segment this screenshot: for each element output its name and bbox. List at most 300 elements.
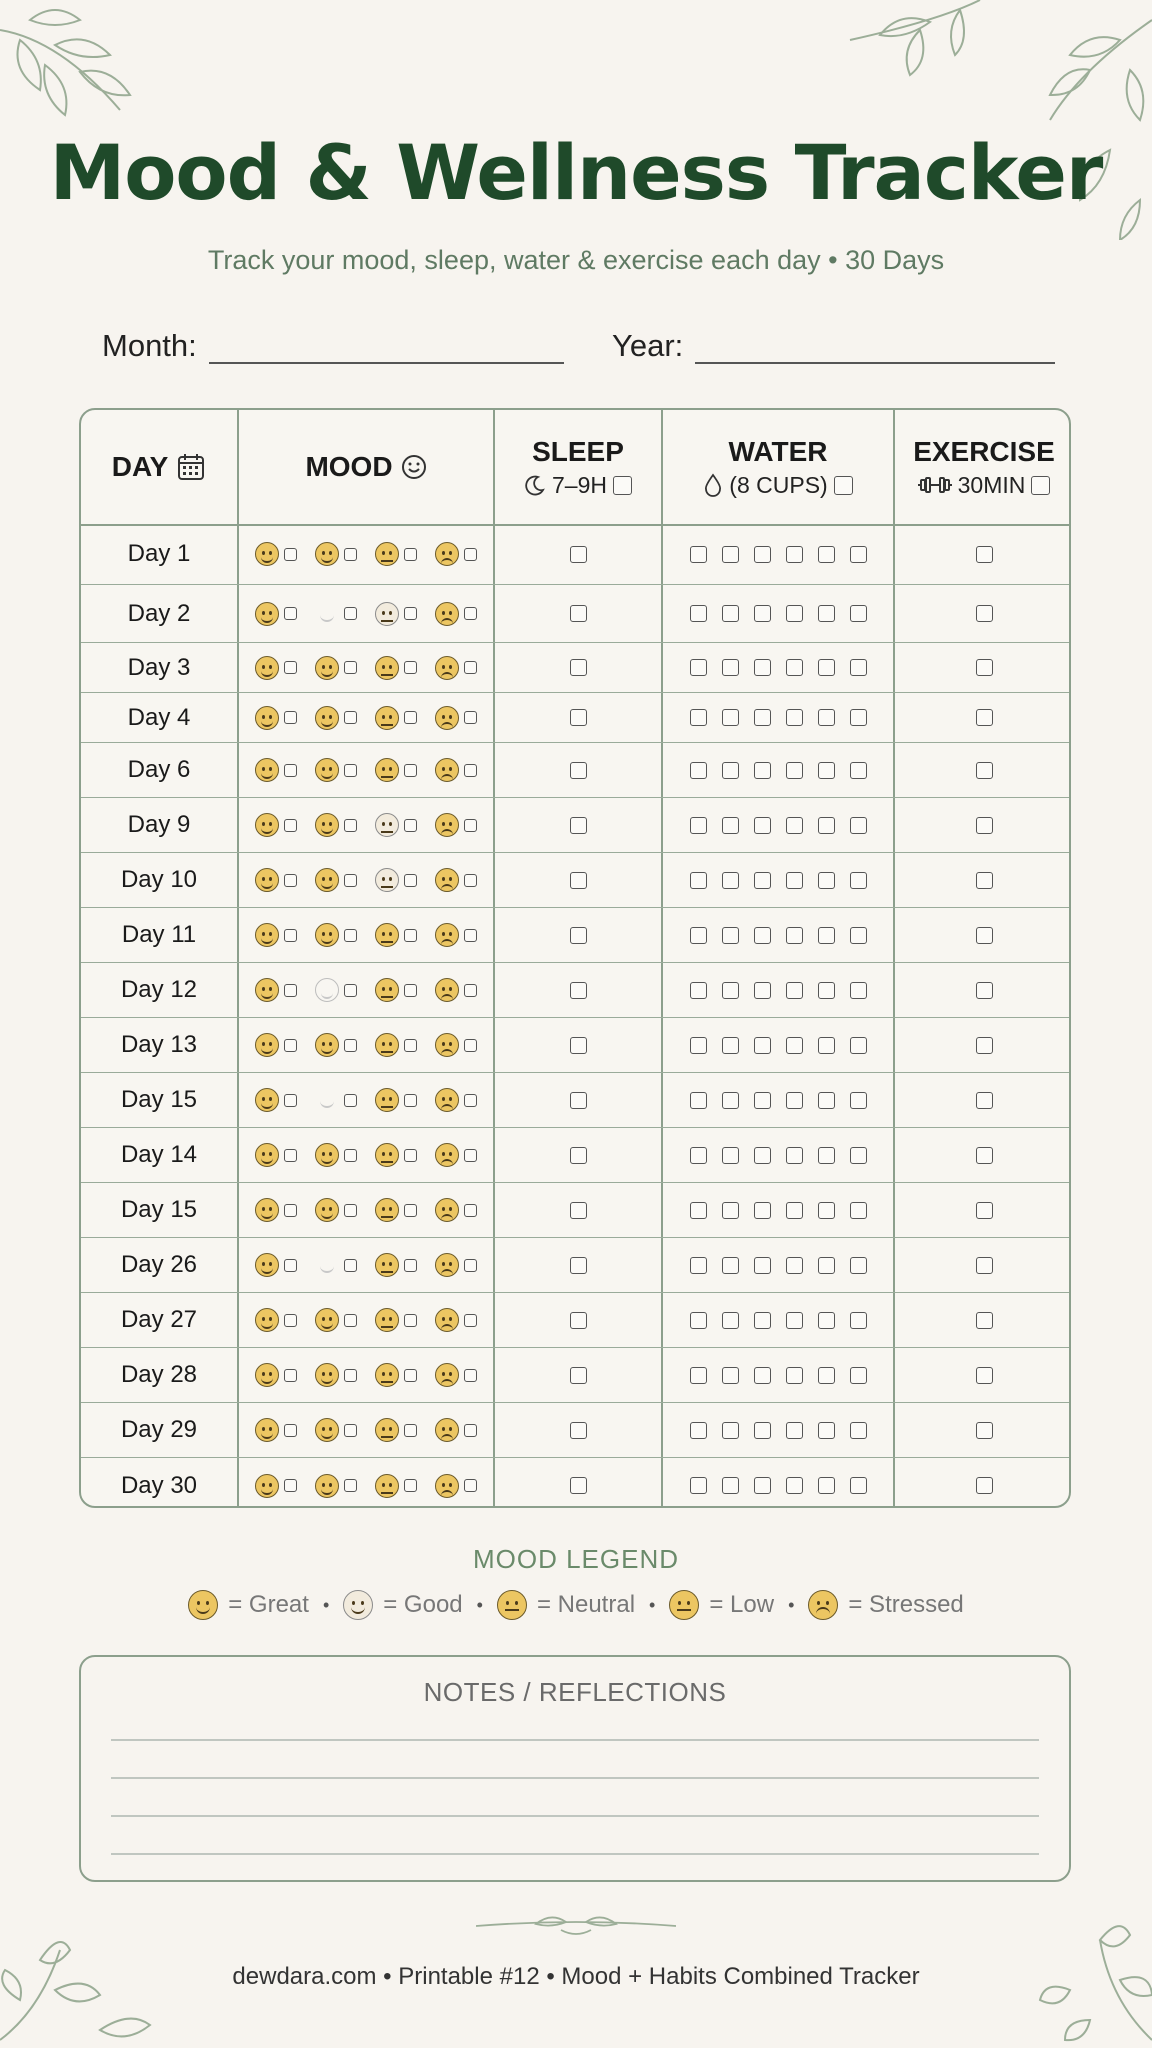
water-cup-checkbox[interactable]	[850, 1367, 867, 1384]
mood-checkbox[interactable]	[344, 1314, 357, 1327]
mood-checkbox[interactable]	[344, 1259, 357, 1272]
water-cup-checkbox[interactable]	[722, 1257, 739, 1274]
mood-checkbox[interactable]	[464, 1369, 477, 1382]
water-cup-checkbox[interactable]	[754, 762, 771, 779]
exercise-checkbox[interactable]	[976, 927, 993, 944]
mood-checkbox[interactable]	[344, 874, 357, 887]
mood-checkbox[interactable]	[404, 984, 417, 997]
water-cup-checkbox[interactable]	[818, 982, 835, 999]
water-cup-checkbox[interactable]	[754, 709, 771, 726]
water-cup-checkbox[interactable]	[786, 1477, 803, 1494]
notes-line[interactable]	[111, 1777, 1039, 1779]
mood-checkbox[interactable]	[404, 607, 417, 620]
water-cup-checkbox[interactable]	[690, 1037, 707, 1054]
mood-checkbox[interactable]	[344, 661, 357, 674]
water-cup-checkbox[interactable]	[818, 817, 835, 834]
water-cup-checkbox[interactable]	[850, 1477, 867, 1494]
table-row	[81, 693, 1069, 743]
water-cup-checkbox[interactable]	[850, 546, 867, 563]
mood-checkbox[interactable]	[344, 1369, 357, 1382]
water-cup-checkbox[interactable]	[786, 1257, 803, 1274]
sleep-checkbox[interactable]	[570, 1477, 587, 1494]
table-row	[81, 524, 1069, 585]
legend-item	[343, 1590, 462, 1620]
mood-checkbox[interactable]	[344, 819, 357, 832]
water-cup-checkbox[interactable]	[722, 762, 739, 779]
mood-checkbox[interactable]	[344, 984, 357, 997]
water-cup-checkbox[interactable]	[786, 817, 803, 834]
neutral-face-icon	[375, 656, 399, 680]
water-cup-checkbox[interactable]	[786, 1422, 803, 1439]
water-cup-checkbox[interactable]	[690, 762, 707, 779]
water-cup-checkbox[interactable]	[722, 1092, 739, 1109]
great-face-icon	[255, 1088, 279, 1112]
water-cup-checkbox[interactable]	[818, 709, 835, 726]
mood-checkbox[interactable]	[284, 1094, 297, 1107]
water-cup-checkbox[interactable]	[722, 927, 739, 944]
water-cup-checkbox[interactable]	[690, 1477, 707, 1494]
sleep-cell	[495, 1073, 661, 1127]
water-header-checkbox[interactable]	[834, 476, 853, 495]
water-cup-checkbox[interactable]	[754, 982, 771, 999]
table-row	[81, 1403, 1069, 1458]
water-cup-checkbox[interactable]	[850, 762, 867, 779]
water-cup-checkbox[interactable]	[818, 659, 835, 676]
sleep-cell	[495, 1238, 661, 1292]
mood-checkbox[interactable]	[404, 1094, 417, 1107]
water-cup-checkbox[interactable]	[690, 1147, 707, 1164]
water-cup-checkbox[interactable]	[690, 1367, 707, 1384]
exercise-checkbox[interactable]	[976, 1092, 993, 1109]
table-row	[81, 1238, 1069, 1293]
water-cup-checkbox[interactable]	[786, 659, 803, 676]
water-cell	[663, 1128, 893, 1182]
mood-checkbox[interactable]	[284, 548, 297, 561]
mood-checkbox[interactable]	[404, 711, 417, 724]
water-cup-checkbox[interactable]	[690, 1312, 707, 1329]
footer: dewdara.com • Printable #12 • Mood + Habits Combined Tracker	[232, 1963, 920, 1990]
mood-checkbox[interactable]	[284, 607, 297, 620]
stressed-face-icon	[435, 656, 459, 680]
sleep-cell	[495, 908, 661, 962]
mood-checkbox[interactable]	[344, 1149, 357, 1162]
water-cup-checkbox[interactable]	[722, 659, 739, 676]
water-cup-checkbox[interactable]	[850, 659, 867, 676]
mood-checkbox[interactable]	[464, 1094, 477, 1107]
water-cup-checkbox[interactable]	[722, 982, 739, 999]
legend-separator: •	[476, 1594, 483, 1615]
water-cup-checkbox[interactable]	[818, 1037, 835, 1054]
sleep-checkbox[interactable]	[570, 1312, 587, 1329]
stressed-face-icon	[435, 1143, 459, 1167]
mood-checkbox[interactable]	[284, 661, 297, 674]
mood-checkbox[interactable]	[284, 1369, 297, 1382]
mood-checkbox[interactable]	[464, 1204, 477, 1217]
water-cup-checkbox[interactable]	[786, 1147, 803, 1164]
mood-checkbox[interactable]	[284, 819, 297, 832]
year-input-line[interactable]	[695, 332, 1055, 364]
sleep-cell	[495, 743, 661, 797]
sleep-cell	[495, 1018, 661, 1072]
sleep-cell	[495, 1183, 661, 1237]
water-cup-checkbox[interactable]	[754, 1477, 771, 1494]
water-cell	[663, 963, 893, 1017]
water-cup-checkbox[interactable]	[850, 1312, 867, 1329]
mood-checkbox[interactable]	[284, 1259, 297, 1272]
mood-checkbox[interactable]	[284, 1424, 297, 1437]
exercise-checkbox[interactable]	[976, 605, 993, 622]
water-cup-checkbox[interactable]	[786, 982, 803, 999]
mood-checkbox[interactable]	[344, 548, 357, 561]
day-label: Day 29	[120, 1416, 198, 1443]
water-cup-checkbox[interactable]	[786, 1092, 803, 1109]
exercise-checkbox[interactable]	[976, 1312, 993, 1329]
exercise-checkbox[interactable]	[976, 709, 993, 726]
notes-line[interactable]	[111, 1739, 1039, 1741]
water-cup-checkbox[interactable]	[690, 659, 707, 676]
water-cup-checkbox[interactable]	[690, 605, 707, 622]
mood-checkbox[interactable]	[404, 1039, 417, 1052]
table-row	[81, 585, 1069, 643]
water-cup-checkbox[interactable]	[850, 1037, 867, 1054]
notes-box[interactable]	[79, 1655, 1071, 1882]
sleep-checkbox[interactable]	[570, 1202, 587, 1219]
good-face-icon	[315, 1198, 339, 1222]
water-cup-checkbox[interactable]	[818, 872, 835, 889]
mood-checkbox[interactable]	[404, 764, 417, 777]
sleep-cell	[495, 524, 661, 584]
month-field[interactable]	[102, 328, 564, 364]
sleep-checkbox[interactable]	[570, 762, 587, 779]
exercise-checkbox[interactable]	[976, 1477, 993, 1494]
water-cup-checkbox[interactable]	[818, 1257, 835, 1274]
exercise-cell	[895, 585, 1071, 642]
sleep-checkbox[interactable]	[570, 817, 587, 834]
mood-checkbox[interactable]	[284, 929, 297, 942]
neutral-face-icon	[375, 542, 399, 566]
exercise-cell	[895, 643, 1071, 692]
stressed-face-icon	[435, 923, 459, 947]
water-cup-checkbox[interactable]	[818, 546, 835, 563]
exercise-checkbox[interactable]	[976, 817, 993, 834]
mood-checkbox[interactable]	[464, 1149, 477, 1162]
table-row	[81, 1293, 1069, 1348]
water-cup-checkbox[interactable]	[850, 817, 867, 834]
exercise-checkbox[interactable]	[976, 762, 993, 779]
water-cup-checkbox[interactable]	[722, 546, 739, 563]
water-cup-checkbox[interactable]	[818, 927, 835, 944]
water-cup-checkbox[interactable]	[754, 817, 771, 834]
leaf-decoration-top-left-icon	[0, 0, 170, 140]
mood-checkbox[interactable]	[464, 1039, 477, 1052]
water-cup-checkbox[interactable]	[722, 1147, 739, 1164]
sleep-checkbox[interactable]	[570, 605, 587, 622]
water-cup-checkbox[interactable]	[786, 762, 803, 779]
exercise-checkbox[interactable]	[976, 1202, 993, 1219]
mood-checkbox[interactable]	[404, 1369, 417, 1382]
exercise-header-checkbox[interactable]	[1031, 476, 1050, 495]
water-cup-checkbox[interactable]	[850, 982, 867, 999]
water-cup-checkbox[interactable]	[754, 927, 771, 944]
mood-checkbox[interactable]	[404, 1479, 417, 1492]
water-cup-checkbox[interactable]	[786, 1312, 803, 1329]
water-cup-checkbox[interactable]	[786, 1037, 803, 1054]
neutral-face-icon	[375, 978, 399, 1002]
water-cup-checkbox[interactable]	[754, 1257, 771, 1274]
mood-cell	[239, 1183, 493, 1237]
mood-checkbox[interactable]	[464, 874, 477, 887]
water-cell	[663, 1403, 893, 1457]
stressed-face-icon	[435, 706, 459, 730]
exercise-checkbox[interactable]	[976, 872, 993, 889]
water-cup-checkbox[interactable]	[818, 1477, 835, 1494]
sleep-header-checkbox[interactable]	[613, 476, 632, 495]
stressed-face-icon	[435, 1474, 459, 1498]
water-cup-checkbox[interactable]	[850, 709, 867, 726]
water-cup-checkbox[interactable]	[786, 605, 803, 622]
day-label: Day 14	[120, 1141, 198, 1168]
water-cup-checkbox[interactable]	[786, 709, 803, 726]
water-cup-checkbox[interactable]	[754, 546, 771, 563]
month-input-line[interactable]	[209, 332, 564, 364]
mood-checkbox[interactable]	[464, 1479, 477, 1492]
water-cup-checkbox[interactable]	[818, 605, 835, 622]
water-cup-checkbox[interactable]	[722, 1037, 739, 1054]
water-cell	[663, 1073, 893, 1127]
water-cup-checkbox[interactable]	[690, 872, 707, 889]
mood-checkbox[interactable]	[284, 1039, 297, 1052]
water-cup-checkbox[interactable]	[786, 1202, 803, 1219]
sleep-checkbox[interactable]	[570, 1037, 587, 1054]
mood-checkbox[interactable]	[464, 984, 477, 997]
good-face-icon	[315, 1033, 339, 1057]
mood-checkbox[interactable]	[404, 874, 417, 887]
mood-checkbox[interactable]	[464, 607, 477, 620]
great-face-icon	[255, 656, 279, 680]
neutral-face-icon	[375, 1033, 399, 1057]
mood-checkbox[interactable]	[284, 874, 297, 887]
water-cup-checkbox[interactable]	[786, 872, 803, 889]
table-row	[81, 1073, 1069, 1128]
good-face-icon	[315, 1363, 339, 1387]
day-label: Day 9	[127, 811, 191, 838]
water-cell	[663, 693, 893, 742]
sleep-checkbox[interactable]	[570, 1092, 587, 1109]
mood-checkbox[interactable]	[344, 607, 357, 620]
water-cup-checkbox[interactable]	[818, 1202, 835, 1219]
mood-checkbox[interactable]	[284, 1479, 297, 1492]
water-cup-checkbox[interactable]	[722, 1367, 739, 1384]
water-cup-checkbox[interactable]	[690, 709, 707, 726]
water-cup-checkbox[interactable]	[850, 1202, 867, 1219]
exercise-checkbox[interactable]	[976, 546, 993, 563]
mood-checkbox[interactable]	[284, 711, 297, 724]
mood-cell	[239, 1238, 493, 1292]
water-cup-checkbox[interactable]	[690, 1092, 707, 1109]
water-cup-checkbox[interactable]	[818, 762, 835, 779]
water-cup-checkbox[interactable]	[754, 1202, 771, 1219]
sleep-checkbox[interactable]	[570, 709, 587, 726]
water-cup-checkbox[interactable]	[850, 1092, 867, 1109]
water-cup-checkbox[interactable]	[850, 1147, 867, 1164]
mood-checkbox[interactable]	[464, 764, 477, 777]
neutral-face-icon	[375, 1088, 399, 1112]
water-cup-checkbox[interactable]	[722, 709, 739, 726]
mood-checkbox[interactable]	[344, 764, 357, 777]
mood-checkbox[interactable]	[344, 929, 357, 942]
mood-checkbox[interactable]	[464, 661, 477, 674]
water-cup-checkbox[interactable]	[690, 817, 707, 834]
water-cup-checkbox[interactable]	[690, 1202, 707, 1219]
water-cup-checkbox[interactable]	[754, 1367, 771, 1384]
water-cup-checkbox[interactable]	[850, 927, 867, 944]
day-label: Day 1	[127, 540, 191, 567]
water-cup-checkbox[interactable]	[754, 659, 771, 676]
water-cup-checkbox[interactable]	[818, 1367, 835, 1384]
mood-checkbox[interactable]	[404, 1424, 417, 1437]
water-cup-checkbox[interactable]	[722, 1477, 739, 1494]
water-cup-checkbox[interactable]	[754, 605, 771, 622]
exercise-checkbox[interactable]	[976, 1367, 993, 1384]
sleep-checkbox[interactable]	[570, 1147, 587, 1164]
sleep-checkbox[interactable]	[570, 1367, 587, 1384]
water-cup-checkbox[interactable]	[818, 1422, 835, 1439]
mood-checkbox[interactable]	[344, 711, 357, 724]
mood-cell	[239, 524, 493, 584]
stressed-face-icon	[435, 1253, 459, 1277]
neutral-face-icon	[375, 1143, 399, 1167]
exercise-checkbox[interactable]	[976, 982, 993, 999]
mood-checkbox[interactable]	[284, 1314, 297, 1327]
good-face-icon	[315, 813, 339, 837]
water-cup-checkbox[interactable]	[690, 546, 707, 563]
exercise-checkbox[interactable]	[976, 1037, 993, 1054]
sleep-cell	[495, 693, 661, 742]
mood-checkbox[interactable]	[284, 1204, 297, 1217]
mood-checkbox[interactable]	[284, 1149, 297, 1162]
mood-checkbox[interactable]	[464, 548, 477, 561]
mood-checkbox[interactable]	[344, 1039, 357, 1052]
exercise-cell	[895, 1458, 1071, 1508]
sleep-cell	[495, 1403, 661, 1457]
mood-cell	[239, 1458, 493, 1508]
water-cup-checkbox[interactable]	[690, 1257, 707, 1274]
sleep-checkbox[interactable]	[570, 982, 587, 999]
legend-separator: •	[322, 1594, 330, 1615]
sleep-checkbox[interactable]	[570, 546, 587, 563]
exercise-checkbox[interactable]	[976, 659, 993, 676]
neutral-face-icon	[375, 1418, 399, 1442]
mood-checkbox[interactable]	[344, 1479, 357, 1492]
water-cup-checkbox[interactable]	[850, 1422, 867, 1439]
water-cup-checkbox[interactable]	[786, 1367, 803, 1384]
legend-item	[497, 1590, 635, 1620]
mood-checkbox[interactable]	[284, 984, 297, 997]
water-cup-checkbox[interactable]	[754, 1037, 771, 1054]
page-title: Mood & Wellness Tracker	[49, 128, 1103, 217]
mood-checkbox[interactable]	[464, 819, 477, 832]
water-cup-checkbox[interactable]	[722, 817, 739, 834]
legend-item	[808, 1590, 963, 1620]
water-cup-checkbox[interactable]	[754, 872, 771, 889]
water-cup-checkbox[interactable]	[850, 872, 867, 889]
mood-cell	[239, 963, 493, 1017]
water-cup-checkbox[interactable]	[722, 1202, 739, 1219]
water-cup-checkbox[interactable]	[690, 927, 707, 944]
mood-cell	[239, 693, 493, 742]
water-cup-checkbox[interactable]	[786, 927, 803, 944]
water-cup-checkbox[interactable]	[690, 982, 707, 999]
water-cell	[663, 743, 893, 797]
water-cup-checkbox[interactable]	[818, 1092, 835, 1109]
mood-checkbox[interactable]	[284, 764, 297, 777]
water-cup-checkbox[interactable]	[818, 1147, 835, 1164]
mood-checkbox[interactable]	[404, 819, 417, 832]
exercise-checkbox[interactable]	[976, 1257, 993, 1274]
mood-checkbox[interactable]	[404, 929, 417, 942]
water-cup-checkbox[interactable]	[754, 1092, 771, 1109]
mood-checkbox[interactable]	[404, 1149, 417, 1162]
notes-line[interactable]	[111, 1853, 1039, 1855]
water-cell	[663, 643, 893, 692]
water-cell	[663, 1348, 893, 1402]
day-label: Day 3	[127, 653, 191, 681]
water-cup-checkbox[interactable]	[754, 1312, 771, 1329]
water-cup-checkbox[interactable]	[754, 1147, 771, 1164]
water-cup-checkbox[interactable]	[850, 605, 867, 622]
mood-checkbox[interactable]	[464, 1259, 477, 1272]
sleep-checkbox[interactable]	[570, 1257, 587, 1274]
exercise-cell	[895, 1348, 1071, 1402]
mood-checkbox[interactable]	[404, 1259, 417, 1272]
mood-checkbox[interactable]	[464, 711, 477, 724]
water-cup-checkbox[interactable]	[690, 1422, 707, 1439]
mood-checkbox[interactable]	[464, 929, 477, 942]
legend-item	[188, 1590, 309, 1620]
stressed-face-icon	[435, 868, 459, 892]
water-cup-checkbox[interactable]	[818, 1312, 835, 1329]
mood-checkbox[interactable]	[404, 661, 417, 674]
mood-checkbox[interactable]	[464, 1314, 477, 1327]
day-label: Day 13	[120, 1031, 198, 1058]
water-cup-checkbox[interactable]	[722, 1422, 739, 1439]
water-cup-checkbox[interactable]	[754, 1422, 771, 1439]
exercise-checkbox[interactable]	[976, 1147, 993, 1164]
mood-checkbox[interactable]	[344, 1204, 357, 1217]
mood-checkbox[interactable]	[404, 1204, 417, 1217]
water-cup-checkbox[interactable]	[786, 546, 803, 563]
mood-checkbox[interactable]	[344, 1094, 357, 1107]
exercise-checkbox[interactable]	[976, 1422, 993, 1439]
sleep-checkbox[interactable]	[570, 927, 587, 944]
mood-legend	[0, 1590, 1152, 1620]
sleep-checkbox[interactable]	[570, 872, 587, 889]
mood-checkbox[interactable]	[404, 1314, 417, 1327]
water-cup-checkbox[interactable]	[850, 1257, 867, 1274]
mood-checkbox[interactable]	[464, 1424, 477, 1437]
year-field[interactable]	[612, 328, 1055, 364]
mood-checkbox[interactable]	[404, 548, 417, 561]
water-cup-checkbox[interactable]	[722, 1312, 739, 1329]
mood-checkbox[interactable]	[344, 1424, 357, 1437]
sleep-checkbox[interactable]	[570, 1422, 587, 1439]
water-cup-checkbox[interactable]	[722, 605, 739, 622]
notes-line[interactable]	[111, 1815, 1039, 1817]
sleep-cell	[495, 1348, 661, 1402]
sleep-cell	[495, 1293, 661, 1347]
water-cup-checkbox[interactable]	[722, 872, 739, 889]
sleep-checkbox[interactable]	[570, 659, 587, 676]
